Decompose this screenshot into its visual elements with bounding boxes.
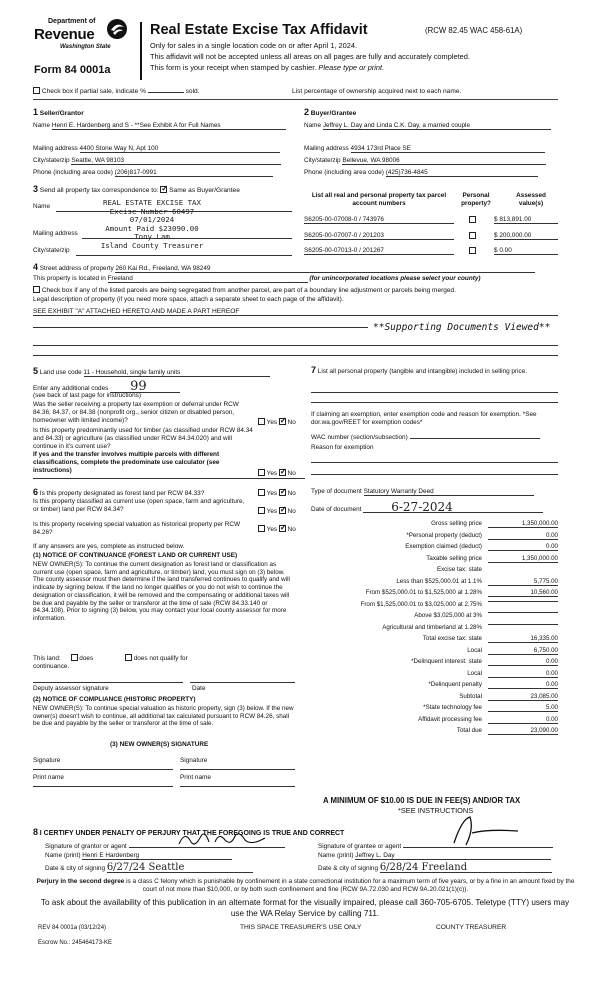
land-use-row: 5 Land use code 11 - Household, single family units <box>33 366 270 377</box>
doc-date-row: Date of document 6-27-2024 <box>311 502 543 513</box>
legal-line-4 <box>33 355 558 356</box>
doc-date-field[interactable]: 6-27-2024 <box>363 502 543 513</box>
county-treasurer-label: COUNTY TREASURER <box>436 924 507 931</box>
grantor-date-city[interactable]: 6/27/24 Seattle <box>107 864 253 873</box>
revision-number: REV 84 0001a (03/12/24) <box>38 925 107 931</box>
compliance-text: NEW OWNER(S): To continue special valuation as historic property, sign (3) below. If the new owner(s) doesn't wish to continue, all additional tax calculated pursuant to RCW 84.26, shall be due and payable by the seller or transferor at the time of sale. <box>33 705 294 728</box>
calc-label: *Personal property (deduct) <box>406 531 482 539</box>
assessed-value[interactable]: $ 0.00 <box>494 247 558 255</box>
escrow-number: Escrow No.: 245464173-KE <box>38 940 113 946</box>
sec5-bottom-line <box>33 478 305 479</box>
sec3-city-label: City/state/zip <box>33 247 70 254</box>
see-instructions: *SEE INSTRUCTIONS <box>398 806 474 815</box>
calc-label: Gross selling price <box>431 520 482 527</box>
buyer-phone-row: Phone (including area code) (425)736-4845 <box>304 169 558 177</box>
buyer-city-row: City/state/zip Bellevue, WA 98006 <box>304 157 558 165</box>
forest-answer: Yes ✓ No <box>258 489 296 497</box>
reason-line-1 <box>311 462 558 463</box>
calc-label: *Delinquent penalty <box>428 681 482 688</box>
no-checkbox[interactable] <box>279 489 286 496</box>
calc-value[interactable]: 0.00 <box>488 532 558 540</box>
calc-label: Taxable selling price <box>426 554 482 562</box>
calc-row <box>300 601 558 610</box>
calc-value[interactable]: 16,335.00 <box>488 635 558 643</box>
header-line-2: This affidavit will not be accepted unless all areas on all pages are fully and accurately completed. <box>150 52 470 61</box>
grantor-name-row: Name (print) Henri E Hardenberg <box>45 852 232 860</box>
logo-revenue: Revenue <box>34 26 95 43</box>
historic-question: Is this property receiving special valuation as historical property per RCW 84.26? <box>33 521 241 536</box>
treasurer-use-label: THIS SPACE TREASURER'S USE ONLY <box>240 924 362 931</box>
ownership-note: List percentage of ownership acquired next to each name. <box>292 88 462 95</box>
personal-property-checkbox[interactable] <box>469 232 476 239</box>
street-row: 4 Street address of property 260 Kai Rd., Freeland, WA 98249 <box>33 262 535 273</box>
deputy-label: Deputy assessor signature <box>33 685 109 692</box>
continuance-heading: (1) NOTICE OF CONTINUANCE (FOREST LAND OR CURRENT USE) <box>33 552 238 559</box>
minimum-fee-note: A MINIMUM OF $10.00 IS DUE IN FEE(S) AND/OR TAX <box>323 796 521 805</box>
grantee-signature-mark <box>448 815 528 847</box>
calc-label: Local <box>467 669 482 677</box>
does-not-checkbox[interactable] <box>125 654 132 661</box>
instructions-note: (see back of last page for instructions) <box>33 392 141 399</box>
partial-sale-row <box>33 87 200 95</box>
additional-codes-row: Enter any additional codes 99 <box>33 382 180 393</box>
sec7-line-1 <box>311 392 558 393</box>
seller-city-row: City/state/zip Seattle, WA 98103 <box>33 157 293 165</box>
calc-label: Less than $525,000.01 at 1.1% <box>396 577 482 585</box>
calc-label: Total due <box>456 727 482 734</box>
doc-type-field[interactable]: Statutory Warranty Deed <box>364 488 534 496</box>
calc-row <box>300 578 558 587</box>
personal-property-checkbox[interactable] <box>469 216 476 223</box>
segregation-checkbox[interactable] <box>33 286 40 293</box>
exemption-answer: Yes ✓ No <box>258 418 296 426</box>
buyer-name-field[interactable]: Jeffrey L. Day and Linda C.K. Day, a married couple <box>323 122 551 130</box>
buyer-mail-field[interactable]: 4934 173rd Place SE <box>351 145 545 153</box>
seller-mail-field[interactable]: 4400 Stone Way N, Apt 100 <box>80 145 280 153</box>
partial-sale-label: Check box if partial sale, indicate % <box>41 88 146 95</box>
assessed-value[interactable]: $ 813,891.00 <box>494 216 558 224</box>
no-checkbox[interactable] <box>279 525 286 532</box>
calc-value[interactable] <box>488 612 558 613</box>
print-name-label-1: Print name <box>33 774 64 781</box>
calc-row <box>300 681 558 690</box>
calc-label: From $1,525,000.01 to $3,025,000 at 2.75% <box>360 600 482 608</box>
legal-description-field[interactable]: SEE EXHIBIT "A" ATTACHED HERETO AND MADE A PART HEREOF <box>33 308 558 316</box>
calc-label: Local <box>467 646 482 654</box>
partial-sold-label: sold. <box>185 88 200 95</box>
grantee-name-row: Name (print) Jeffrey L. Day <box>318 852 551 860</box>
parcel-row <box>304 247 558 255</box>
qualify-row: This land: does does not qualify for <box>33 655 188 662</box>
compliance-heading: (2) NOTICE OF COMPLIANCE (HISTORIC PROPERTY) <box>33 696 196 703</box>
grantee-print-name[interactable]: Jeffrey L. Day <box>355 852 551 860</box>
location-row: This property is located in Freeland (for unincorporated locations please select your county) <box>33 275 481 282</box>
form-rcw: (RCW 82.45 WAC 458-61A) <box>425 26 523 35</box>
calc-value[interactable]: 0.00 <box>488 670 558 678</box>
forest-question: 6 Is this property designated as forest land per RCW 84.33? <box>33 487 205 497</box>
no-checkbox[interactable] <box>279 507 286 514</box>
calc-row <box>300 543 558 552</box>
signature-label-1: Signature <box>33 757 61 764</box>
calc-value[interactable]: 1,350,000.00 <box>488 520 558 528</box>
assessed-value-header: Assessed value(s) <box>516 192 546 207</box>
dor-logo <box>34 18 134 66</box>
calc-value[interactable]: 0.00 <box>488 681 558 689</box>
sec3-header: 3 Send all property tax correspondence to: ✓ Same as Buyer/Grantee <box>33 184 240 194</box>
seller-header: 1 Seller/Grantor <box>33 107 84 117</box>
certify-heading: 8 I CERTIFY UNDER PENALTY OF PERJURY THAT THE FOREGOING IS TRUE AND CORRECT <box>33 827 345 837</box>
reason-row: Reason for exemption <box>311 444 374 451</box>
assessed-value[interactable]: $ 200,000.00 <box>494 232 558 240</box>
calc-row <box>300 704 558 713</box>
seller-phone-field[interactable]: (206)817-0991 <box>115 169 273 177</box>
land-use-field[interactable]: 11 - Household, single family units <box>84 369 270 377</box>
deputy-sign-line[interactable] <box>33 682 183 683</box>
logo-dept: Department of <box>48 18 96 25</box>
supporting-docs-row <box>33 322 558 332</box>
form-number: Form 84 0001a <box>34 64 111 76</box>
calc-label: Above $3,025,000 at 3% <box>414 612 482 619</box>
supporting-docs-stamp: **Supporting Documents Viewed** <box>373 322 551 333</box>
exemption-instructions: If claiming an exemption, enter exemption code and reason for exemption. *See dor.wa.gov/REET for exemption codes* <box>311 411 537 426</box>
yes-checkbox[interactable] <box>258 507 265 514</box>
calc-row <box>300 612 558 621</box>
signature-line-2[interactable] <box>180 769 295 770</box>
calc-label: From $525,000.01 to $1,525,000 at 1.28% <box>365 589 482 596</box>
calc-row <box>300 670 558 679</box>
answers-note: If any answers are yes, complete as instructed below. <box>33 543 185 550</box>
buyer-name-row: Name Jeffrey L. Day and Linda C.K. Day, a married couple <box>304 122 558 130</box>
new-owner-heading: (3) NEW OWNER(S) SIGNATURE <box>110 741 209 748</box>
continuance-word: continuance. <box>33 663 70 670</box>
calc-label: Excise tax: state <box>436 566 482 573</box>
location-field[interactable]: Freeland <box>108 275 308 283</box>
calc-label: Total excise tax: state <box>422 635 482 642</box>
current-use-question: Is this property classified as current use (open space, farm and agriculture, or timber) land per RCW 84.34? <box>33 498 245 513</box>
timber-question: Is this property predominantly used for timber (as classified under RCW 84.34 and 84.33) or agriculture (as classified under RCW 84.34.020) and will continue in it's current use? <box>33 427 253 450</box>
parcel-row <box>304 232 558 240</box>
reason-line-2 <box>311 474 558 475</box>
logo-swoosh-icon <box>106 18 128 42</box>
yes-checkbox[interactable] <box>258 418 265 425</box>
calc-row <box>300 532 558 541</box>
personal-property-header: Personal property? <box>461 192 491 207</box>
exemption-question: Was the seller receiving a property tax exemption or deferral under RCW 84.36, 84.37, or 84.38 (nonprofit org., senior citizen or disabled person, homeowner with limited income)? <box>33 401 239 424</box>
parcel-number[interactable]: S6205-00-07013-0 / 201267 <box>304 247 454 255</box>
deputy-date-line[interactable] <box>190 682 295 683</box>
calc-label: *State technology fee <box>423 704 482 711</box>
signature-line-1[interactable] <box>33 769 173 770</box>
calc-value[interactable]: 6,750.00 <box>488 647 558 655</box>
calc-row <box>300 624 558 633</box>
yes-checkbox[interactable] <box>258 469 265 476</box>
parcel-row <box>304 216 558 224</box>
buyer-mail-row: Mailing address 4934 173rd Place SE <box>304 145 558 153</box>
sec3-name-label: Name <box>33 203 51 210</box>
grantor-print-name[interactable]: Henri E Hardenberg <box>82 852 232 860</box>
no-checkbox[interactable] <box>279 469 286 476</box>
seller-city-field[interactable]: Seattle, WA 98103 <box>71 157 281 165</box>
parcels-header: List all real and personal property tax parcel account numbers <box>311 192 447 207</box>
calc-label: Exemption claimed (deduct) <box>405 543 482 550</box>
buyer-phone-field[interactable]: (425)736-4845 <box>386 169 538 177</box>
partial-sale-checkbox[interactable] <box>33 87 40 94</box>
calc-value[interactable]: 23,090.00 <box>488 727 558 735</box>
grantor-sign-row: Signature of grantor or agent <box>45 840 285 850</box>
parcel-number[interactable]: S6205-00-07008-0 / 743976 <box>304 216 454 224</box>
calc-row <box>300 658 558 667</box>
current-use-answer: Yes ✓ No <box>258 507 296 515</box>
calc-value[interactable]: 0.00 <box>488 716 558 724</box>
grantee-date-city[interactable]: 6/28/24 Freeland <box>380 864 552 873</box>
calc-value[interactable]: 0.00 <box>488 543 558 551</box>
doc-type-row: Type of document Statutory Warranty Deed <box>311 488 534 496</box>
street-address-field[interactable]: 260 Kai Rd., Freeland, WA 98249 <box>115 265 535 273</box>
segregation-row: Check box if any of the listed parcels are being segregated from another parcel, are part of a boundary line adjustment or parcels being merged. <box>33 286 456 294</box>
header-divider <box>140 22 142 80</box>
historic-answer: Yes ✓ No <box>258 525 296 533</box>
grantee-sign-row: Signature of grantee or agent <box>318 840 553 850</box>
additional-codes-field[interactable]: 99 <box>110 382 180 393</box>
sec7-line-2 <box>311 402 558 403</box>
calc-row <box>300 589 558 598</box>
seller-name-row: Name Henri E. Hardenberg and S - **See Exhibit A for Full Names <box>33 122 293 130</box>
print-name-label-2: Print name <box>180 774 211 781</box>
parcel-number[interactable]: S6205-00-07007-0 / 201203 <box>304 232 454 240</box>
sec3-city-line <box>76 255 292 256</box>
treasurer-stamp: REAL ESTATE EXCISE TAX Excise Number 60497 07/01/2024 Amount Paid $23090.00 Tony Lam Island County Treasurer <box>100 198 204 250</box>
legal-line-3 <box>33 345 558 346</box>
alternate-format-notice: To ask about the availability of this publication in an alternate format for the visually impaired, please call 360-705-6705. Teletype (TTY) users may use the WA Relay Service by calling 711. <box>40 898 570 918</box>
yes-checkbox[interactable] <box>258 489 265 496</box>
personal-property-checkbox[interactable] <box>469 247 476 254</box>
print-line-1[interactable] <box>33 786 173 787</box>
calc-label: Agricultural and timberland at 1.28% <box>382 623 482 631</box>
same-as-buyer-checkbox[interactable] <box>160 186 167 193</box>
calc-label: *Delinquent interest: state <box>411 658 482 665</box>
calc-row <box>300 555 558 564</box>
calc-row <box>300 693 558 702</box>
wac-field[interactable] <box>410 432 540 439</box>
personal-property-list: 7 List all personal property (tangible and intangible) included in selling price. <box>311 365 528 375</box>
seller-phone-row: Phone (including area code) (206)817-0991 <box>33 169 293 177</box>
sec3-mail-label: Mailing address <box>33 230 78 237</box>
deputy-date-label: Date <box>192 685 206 692</box>
seller-mail-row: Mailing address 4400 Stone Way N, Apt 100 <box>33 145 293 153</box>
divider-1 <box>33 99 558 100</box>
calc-value[interactable]: 0.00 <box>488 658 558 666</box>
calc-value[interactable] <box>488 601 558 602</box>
header-line-1: Only for sales in a single location code on or after April 1, 2024. <box>150 41 358 50</box>
logo-state: Washington State <box>60 44 111 50</box>
calc-row <box>300 647 558 656</box>
grantee-date-row: Date & city of signing 6/28/24 Freeland <box>318 864 552 873</box>
legal-description-label: Legal description of property (if you need more space, attach a separate sheet to each page of the affidavit). <box>33 296 344 303</box>
calc-row <box>300 520 558 529</box>
calc-value[interactable]: 23,085.00 <box>488 693 558 701</box>
no-checkbox[interactable] <box>279 418 286 425</box>
grantor-signature-mark <box>175 828 275 850</box>
timber-answer: Yes ✓ No <box>258 469 296 477</box>
does-checkbox[interactable] <box>71 654 78 661</box>
perjury-notice: Perjury in the second degree is a class C felony which is punishable by confinement in a state correctional institution for a maximum term of five years, or by a fine in an amount fixed by the court of not more than $10,000, or by both such confinement and fine (RCW 9A.72.030 and RCW 9A.20.021(1)(c)). <box>36 878 575 893</box>
calc-label: Affidavit processing fee <box>418 715 482 723</box>
print-line-2[interactable] <box>180 786 295 787</box>
wac-row: WAC number (section/subsection) <box>311 432 540 441</box>
buyer-city-field[interactable]: Bellevue, WA 98006 <box>342 157 546 165</box>
calc-value[interactable]: 10,560.00 <box>488 589 558 597</box>
calc-value[interactable] <box>488 624 558 625</box>
grantor-date-row: Date & city of signing 6/27/24 Seattle <box>45 864 253 873</box>
calc-value[interactable]: 5.00 <box>488 704 558 712</box>
signature-label-2: Signature <box>180 757 208 764</box>
continuance-text: NEW OWNER(S): To continue the current designation as forest land or classification as current use (open space, farm and agriculture, or timber) land, you must sign on (3) below. The county assessor must then determine if the land transferred continues to qualify and will indicate by signing below. If the land no longer qualifies or you do not wish to continue the designation or classification, it will be removed and the compensating or additional taxes will be due and payable by the seller or transferor at the time of sale (RCW 84.33.140 or 84.34.108). Prior to signing (3) below, you may contact your local county assessor for more information. <box>33 561 290 622</box>
header-line-3: This form is your receipt when stamped by cashier. Please type or print. <box>150 63 385 72</box>
calc-row <box>300 727 558 736</box>
calc-row <box>300 566 558 575</box>
form-title: Real Estate Excise Tax Affidavit <box>150 22 368 38</box>
calc-row <box>300 635 558 644</box>
calc-row <box>300 716 558 725</box>
calc-value[interactable]: 1,350,000.00 <box>488 555 558 563</box>
calc-value[interactable]: 5,775.00 <box>488 578 558 586</box>
buyer-header: 2 Buyer/Grantee <box>304 107 357 117</box>
calc-label: Subtotal <box>459 692 482 700</box>
predominate-use-note: If yes and the transfer involves multiple parcels with different classifications, complete the predominate use calculator (see instructions) <box>33 451 220 474</box>
seller-name-field[interactable]: Henri E. Hardenberg and S - **See Exhibit A for Full Names <box>52 122 286 130</box>
yes-checkbox[interactable] <box>258 525 265 532</box>
